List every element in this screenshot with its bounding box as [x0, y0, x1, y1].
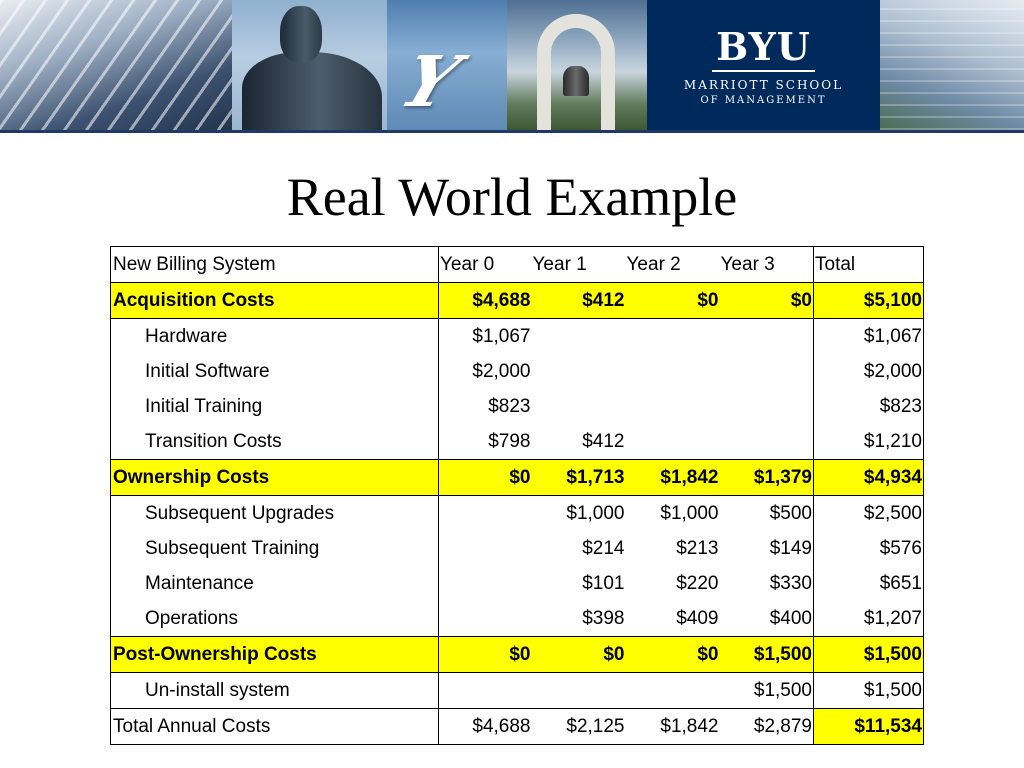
mountain-y-photo [387, 0, 507, 130]
row-label: Initial Software [111, 354, 439, 389]
year-value-cell: $412 [582, 430, 625, 452]
year-value-cell: $1,713 [532, 460, 626, 496]
year-value-cell [720, 354, 814, 389]
year-value-cell: $398 [582, 607, 625, 629]
row-total-cell: $2,000 [814, 354, 924, 389]
year-value-cell [720, 319, 814, 355]
year-value-cell [532, 354, 626, 389]
year-value-cell: $1,842 [626, 460, 720, 496]
year-value-cell: $4,688 [439, 283, 532, 319]
row-label: Ownership Costs [111, 460, 439, 496]
banner-divider [0, 130, 1024, 133]
bell-icon [563, 66, 589, 96]
table-row [111, 531, 924, 566]
y-mountain-icon: Y [389, 40, 471, 123]
row-total-cell: $1,500 [814, 637, 924, 673]
logo-divider [712, 70, 815, 72]
table-row [111, 424, 924, 460]
year-value-cell [439, 566, 532, 601]
header-year: Year 1 [532, 247, 626, 283]
row-total-cell: $1,067 [814, 319, 924, 355]
row-total-cell: $576 [814, 531, 924, 566]
year-value-cell [439, 531, 532, 566]
year-value-cell: $1,379 [720, 460, 814, 496]
year-value-cell: $0 [626, 283, 720, 319]
building-photo-left [0, 0, 232, 130]
table-row [111, 566, 924, 601]
row-label: Hardware [111, 319, 439, 355]
row-label: Operations [111, 601, 439, 637]
table-row [111, 389, 924, 424]
row-total-cell: $1,210 [814, 424, 924, 460]
year-value-cell [532, 319, 626, 355]
year-value-cell: $500 [720, 496, 814, 532]
year-value-cell: $2,879 [720, 709, 814, 745]
year-value-cell: $330 [769, 572, 812, 594]
year-value-cell: $823 [488, 395, 531, 417]
row-label: Total Annual Costs [111, 709, 439, 745]
row-total-cell: $11,534 [814, 709, 924, 745]
year-value-cell: $213 [676, 537, 719, 559]
row-total-cell: $651 [814, 566, 924, 601]
row-label: Acquisition Costs [111, 283, 439, 319]
year-value-cell: $0 [439, 460, 532, 496]
year-value-cell [626, 389, 720, 424]
cost-table-body [111, 247, 924, 745]
year-value-cell [439, 496, 532, 532]
table-header-row [111, 247, 924, 283]
row-total-cell: $823 [814, 389, 924, 424]
year-value-cell: $0 [439, 637, 532, 673]
table-row [111, 601, 924, 637]
row-label: Subsequent Training [111, 531, 439, 566]
table-row [111, 496, 924, 532]
year-value-cell [626, 673, 720, 709]
row-label: Subsequent Upgrades [111, 496, 439, 532]
year-value-cell: $798 [488, 430, 531, 452]
header-year: Year 2 [626, 247, 720, 283]
header-year: Year 0 [439, 247, 532, 283]
row-label: Transition Costs [111, 424, 439, 460]
year-value-cell: $1,000 [532, 496, 626, 532]
year-value-cell [626, 354, 720, 389]
year-value-cell [532, 673, 626, 709]
statue-photo [232, 0, 387, 130]
building-photo-right [880, 0, 1024, 130]
year-value-cell [626, 424, 720, 460]
category-row [111, 637, 924, 673]
row-label: Initial Training [111, 389, 439, 424]
year-value-cell [626, 319, 720, 355]
row-total-cell: $4,934 [814, 460, 924, 496]
category-row [111, 283, 924, 319]
year-value-cell [532, 389, 626, 424]
category-row [111, 460, 924, 496]
logo-main-text: BYU [716, 24, 811, 69]
year-value-cell: $4,688 [439, 709, 532, 745]
year-value-cell: $0 [626, 637, 720, 673]
table-row [111, 673, 924, 709]
year-value-cell [439, 673, 532, 709]
table-row [111, 319, 924, 355]
table-row [111, 354, 924, 389]
header-year: Year 3 [720, 247, 814, 283]
year-value-cell: $220 [676, 572, 719, 594]
year-value-cell: $1,500 [720, 673, 814, 709]
year-value-cell: $1,067 [439, 319, 532, 355]
header-banner [0, 0, 1024, 130]
year-value-cell: $0 [720, 283, 814, 319]
year-value-cell: $1,500 [720, 637, 814, 673]
year-value-cell: $2,125 [532, 709, 626, 745]
bell-tower-photo [507, 0, 647, 130]
year-value-cell: $1,000 [626, 496, 720, 532]
row-total-cell: $1,207 [814, 601, 924, 637]
year-value-cell [439, 601, 532, 637]
logo-line-2: OF MANAGEMENT [700, 95, 827, 106]
year-value-cell: $2,000 [472, 360, 531, 382]
year-value-cell: $409 [676, 607, 719, 629]
year-value-cell [720, 424, 814, 460]
row-total-cell: $5,100 [814, 283, 924, 319]
year-value-cell: $101 [582, 572, 625, 594]
year-value-cell: $1,842 [626, 709, 720, 745]
year-value-cell [720, 389, 814, 424]
statue-body-shape [242, 52, 382, 130]
byu-marriott-logo [647, 0, 880, 130]
header-label: New Billing System [111, 247, 439, 283]
cost-table [110, 246, 924, 745]
row-label: Un-install system [111, 673, 439, 709]
logo-line-1: MARRIOTT SCHOOL [683, 78, 844, 92]
row-total-cell: $1,500 [814, 673, 924, 709]
year-value-cell: $149 [769, 537, 812, 559]
year-value-cell: $412 [532, 283, 626, 319]
slide-title: Real World Example [286, 167, 738, 227]
row-label: Maintenance [111, 566, 439, 601]
year-value-cell: $0 [532, 637, 626, 673]
year-value-cell: $214 [582, 537, 625, 559]
year-value-cell: $400 [769, 607, 812, 629]
row-total-cell: $2,500 [814, 496, 924, 532]
grand-total-row [111, 709, 924, 745]
header-total: Total [814, 247, 924, 283]
statue-head-shape [280, 6, 322, 62]
row-label: Post-Ownership Costs [111, 637, 439, 673]
